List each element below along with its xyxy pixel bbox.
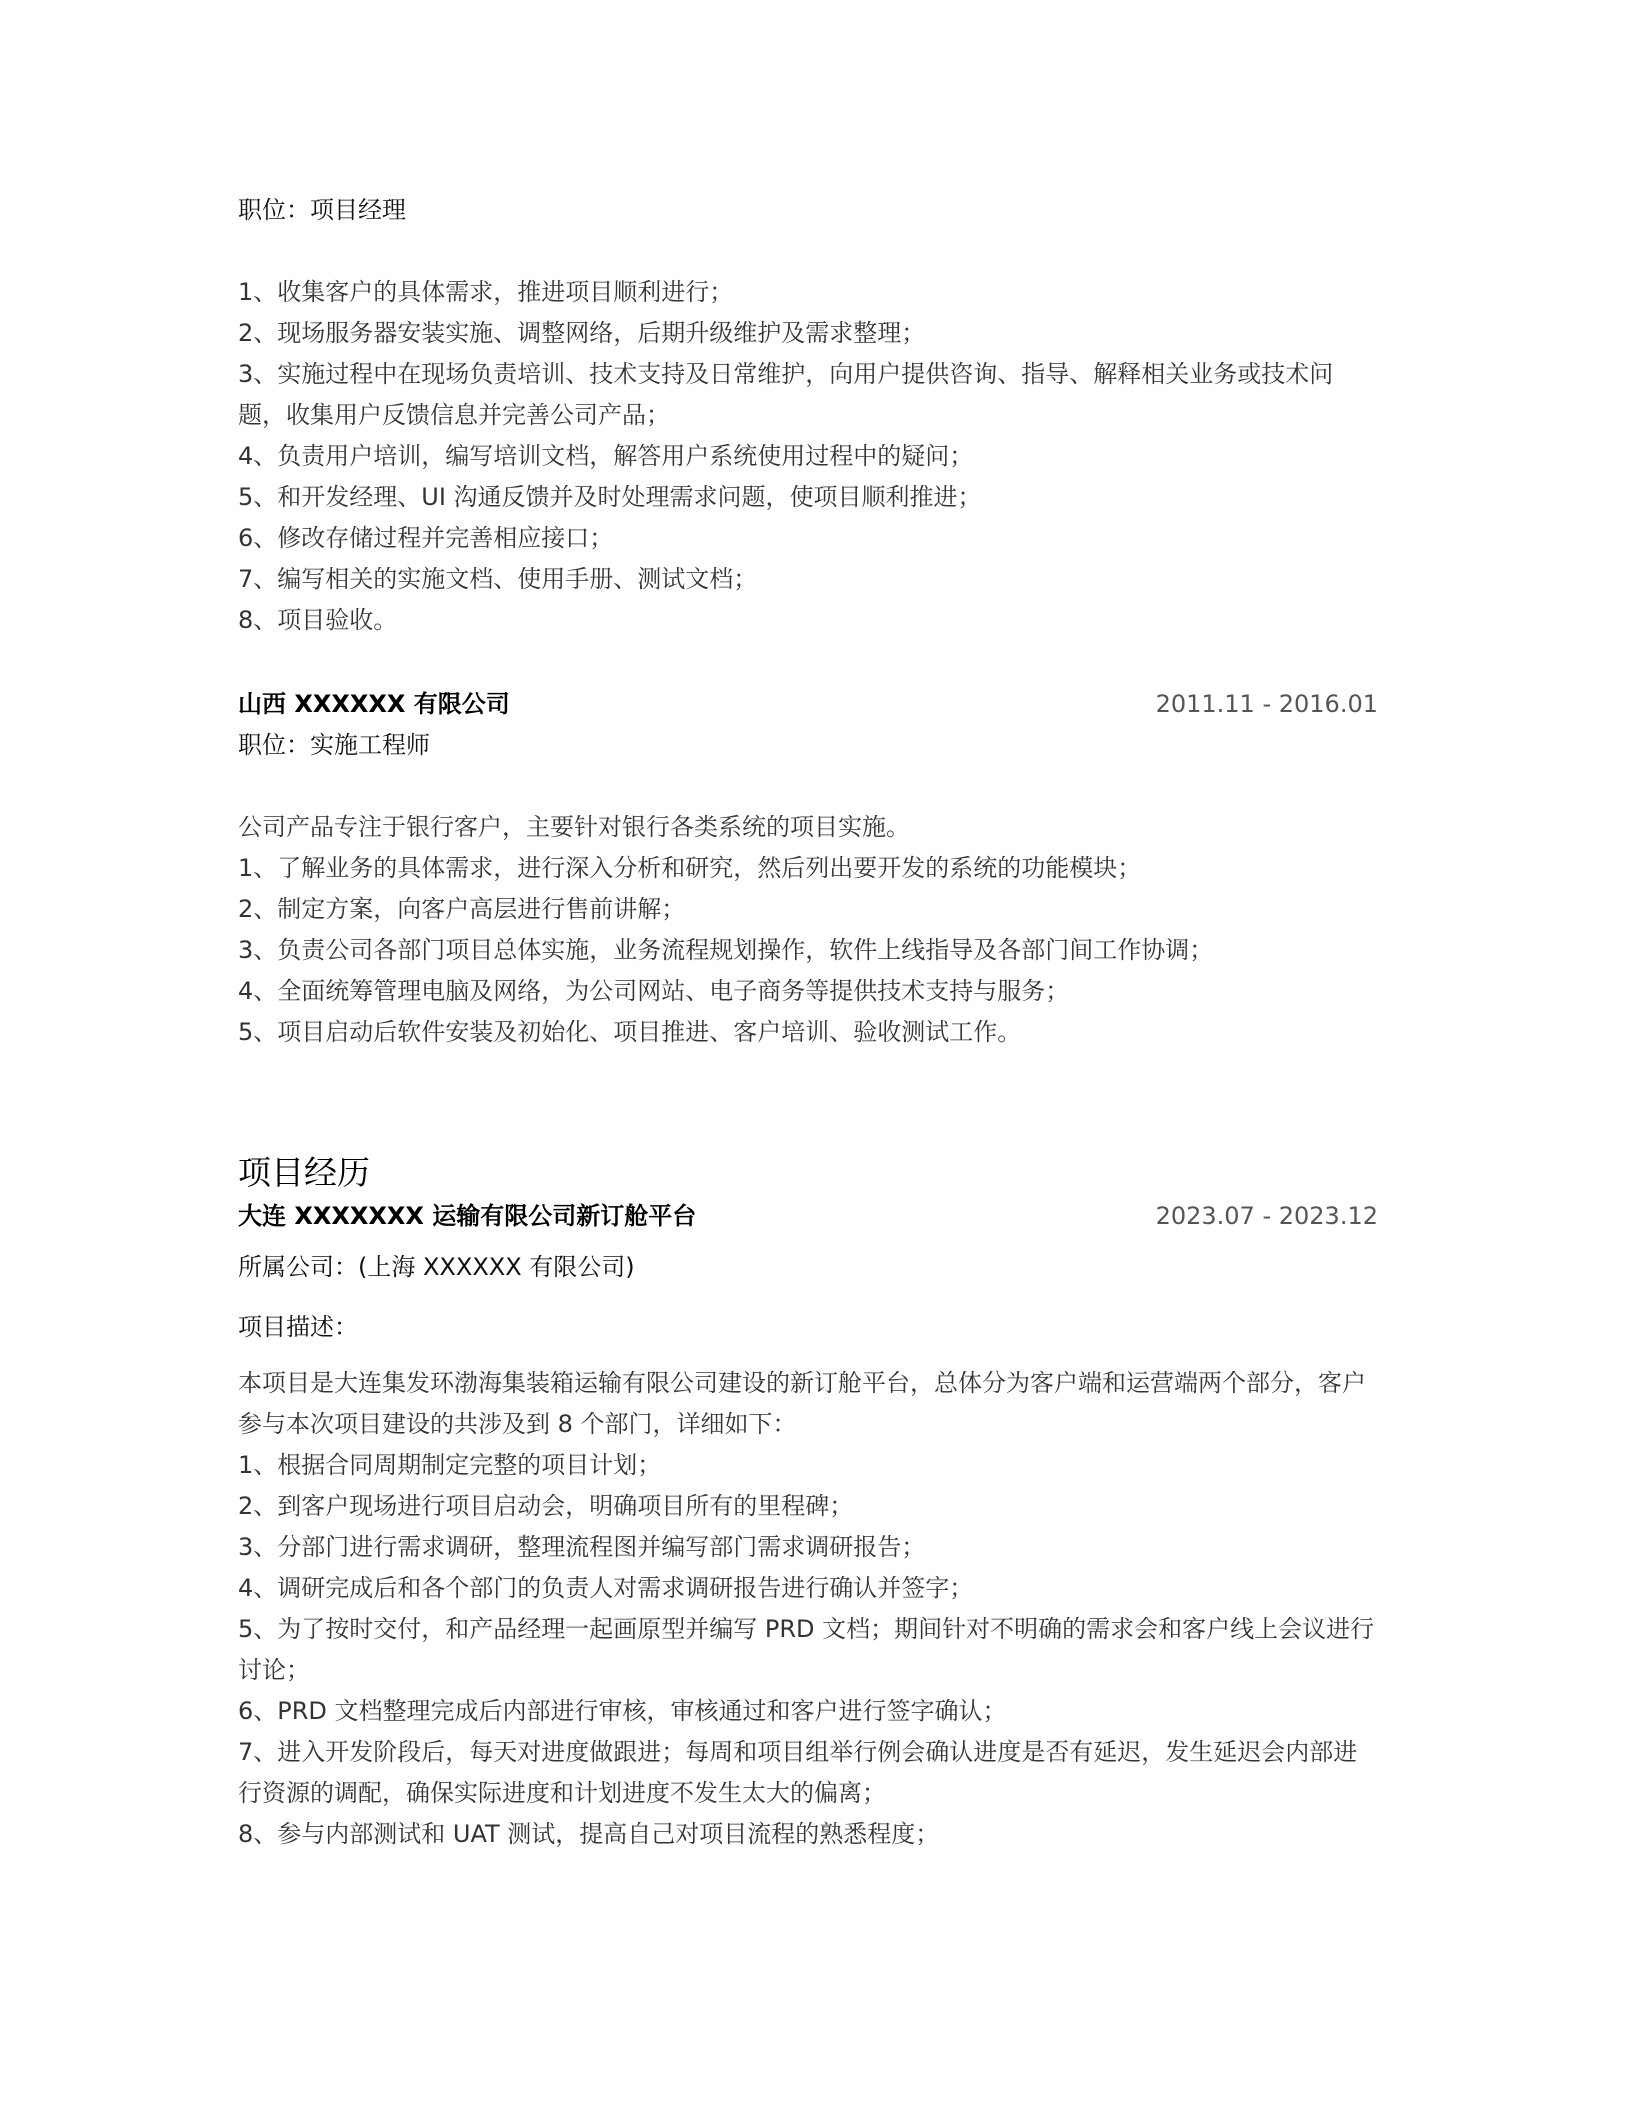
job2-duties <box>238 807 1378 1053</box>
job2-company: 山西 XXXXXX 有限公司 <box>238 690 510 718</box>
job1-duty: 3、实施过程中在现场负责培训、技术支持及日常维护，向用户提供咨询、指导、解释相关业务或技术问题，收集用户反馈信息并完善公司产品； <box>238 360 1334 429</box>
project1-desc-label: 项目描述： <box>238 1313 358 1341</box>
project1-desc-line: 8、参与内部测试和 UAT 测试，提高自己对项目流程的熟悉程度； <box>238 1820 940 1848</box>
job1-position: 职位：项目经理 <box>238 196 406 224</box>
job1-duty: 8、项目验收。 <box>238 606 398 634</box>
project1-desc-line: 6、PRD 文档整理完成后内部进行审核，审核通过和客户进行签字确认； <box>238 1697 1007 1725</box>
job2-duty: 1、了解业务的具体需求，进行深入分析和研究，然后列出要开发的系统的功能模块； <box>238 854 1142 882</box>
job2-date: 2011.11 - 2016.01 <box>1155 690 1378 718</box>
project1-desc-line: 7、进入开发阶段后，每天对进度做跟进；每周和项目组举行例会确认进度是否有延迟，发生延迟会内部进行资源的调配，确保实际进度和计划进度不发生太大的偏离； <box>238 1738 1358 1807</box>
project1-desc-line: 2、到客户现场进行项目启动会，明确项目所有的里程碑； <box>238 1492 854 1520</box>
project1-desc-line: 本项目是大连集发环渤海集装箱运输有限公司建设的新订舱平台，总体分为客户端和运营端两个部分，客户参与本次项目建设的共涉及到 8 个部门，详细如下： <box>238 1369 1366 1438</box>
resume-page <box>238 190 1378 1855</box>
project1-desc-line: 1、根据合同周期制定完整的项目计划； <box>238 1451 662 1479</box>
project1-desc-line: 5、为了按时交付，和产品经理一起画原型并编写 PRD 文档；期间针对不明确的需求会和客户线上会议进行讨论； <box>238 1615 1375 1684</box>
job2-duty: 2、制定方案，向客户高层进行售前讲解； <box>238 895 686 923</box>
job1-duty: 7、编写相关的实施文档、使用手册、测试文档； <box>238 565 758 593</box>
job1-duties <box>238 272 1378 641</box>
job2-duty: 5、项目启动后软件安装及初始化、项目推进、客户培训、验收测试工作。 <box>238 1018 1022 1046</box>
project1-desc-line: 4、调研完成后和各个部门的负责人对需求调研报告进行确认并签字； <box>238 1574 974 1602</box>
job2-header <box>238 684 1378 725</box>
job1-duty: 5、和开发经理、UI 沟通反馈并及时处理需求问题，使项目顺利推进； <box>238 483 982 511</box>
project1-header <box>238 1196 1378 1237</box>
project1-desc-line: 3、分部门进行需求调研，整理流程图并编写部门需求调研报告； <box>238 1533 926 1561</box>
job2-duty: 4、全面统筹管理电脑及网络，为公司网站、电子商务等提供技术支持与服务； <box>238 977 1070 1005</box>
project1-description <box>238 1363 1378 1855</box>
job1-duty: 4、负责用户培训，编写培训文档，解答用户系统使用过程中的疑问； <box>238 442 974 470</box>
project1-name: 大连 XXXXXXX 运输有限公司新订舱平台 <box>238 1202 697 1230</box>
section-title-projects: 项目经历 <box>238 1153 370 1192</box>
job2-position: 职位：实施工程师 <box>238 731 430 759</box>
job2-intro: 公司产品专注于银行客户，主要针对银行各类系统的项目实施。 <box>238 813 910 841</box>
job2-duty: 3、负责公司各部门项目总体实施，业务流程规划操作，软件上线指导及各部门间工作协调； <box>238 936 1214 964</box>
project1-company: 所属公司：(上海 XXXXXX 有限公司) <box>238 1253 635 1281</box>
project1-date: 2023.07 - 2023.12 <box>1155 1202 1378 1230</box>
job1-duty: 6、修改存储过程并完善相应接口； <box>238 524 614 552</box>
job1-duty: 2、现场服务器安装实施、调整网络，后期升级维护及需求整理； <box>238 319 926 347</box>
job1-duty: 1、收集客户的具体需求，推进项目顺利进行； <box>238 278 734 306</box>
